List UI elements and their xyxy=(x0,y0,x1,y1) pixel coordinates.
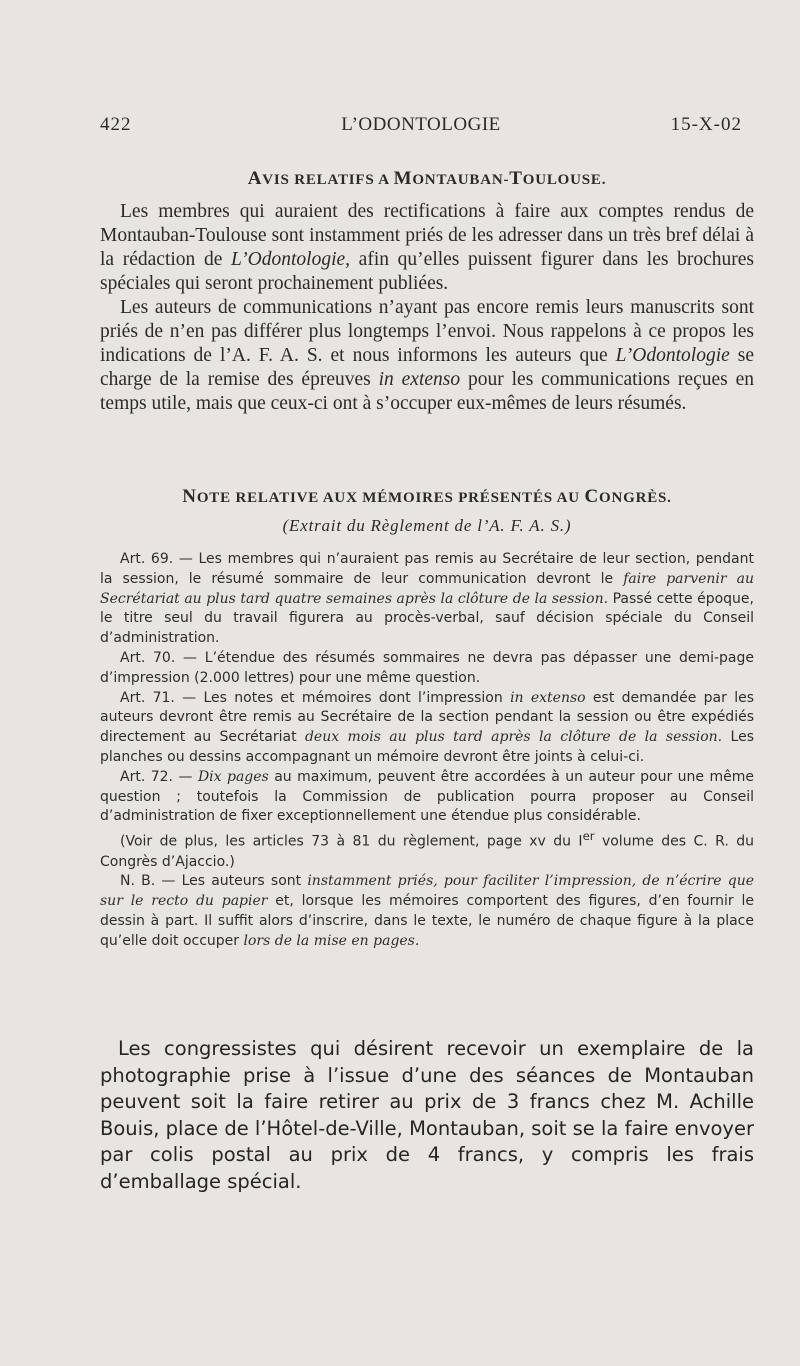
paragraph-photographie: Les congressistes qui désirent recevoir un exemplaire de la photographie prise à l’issue d’une des séances de Montauban peuvent soit la faire retirer au prix de 3 francs chez M. Achille Bouis, place de l’Hôtel-de-Ville, Montauban, soit se la faire envoyer par colis postal au prix de 4 francs, y compris les frais d’emballage spécial. xyxy=(100,1037,754,1193)
running-header xyxy=(100,114,742,144)
article-69: Art. 69. — Les membres qui n’auraient pas remis au Secrétaire de leur section, pendant la session, le résumé sommaire de leur communication devront le faire parvenir au Secrétariat au plus tard quatre semaines après la clôture de la session. Passé cette époque, le titre seul du travail figurera au procès-verbal, sauf décision spéciale du Conseil d’administration. xyxy=(100,551,754,647)
section-subheading: (Extrait du Règlement de l’A. F. A. S.) xyxy=(282,516,572,535)
section-note-memoires xyxy=(100,486,754,952)
paragraph-manuscrits: Les auteurs de communications n’ayant pas encore remis leurs manuscrits sont priés de n’en pas différer plus longtemps l’envoi. Nous rappelons à ce propos les indications de l’A. F. A. S. et nous informons les auteurs que L’Odontologie se charge de la remise des épreuves in extenso pour les communications reçues en temps utile, mais que ceux-ci ont à s’occuper eux-mêmes de leurs résumés. xyxy=(100,297,754,414)
voir-note: (Voir de plus, les articles 73 à 81 du règlement, page xv du Ier volume des C. R. du Congrès d’Ajaccio.) xyxy=(100,829,755,870)
section-heading-avis: AVIS RELATIFS A MONTAUBAN-TOULOUSE. xyxy=(247,168,607,189)
page-number: 422 xyxy=(100,114,132,135)
section-heading-note: NOTE RELATIVE AUX MÉMOIRES PRÉSENTÉS AU CONGRÈS. xyxy=(182,486,672,507)
nota-bene: N. B. — Les auteurs sont instamment priés, pour faciliter l’impression, de n’écrire que sur le recto du papier et, lorsque les mémoires comportent des figures, d’en fournir le dessin à part. Il suffit alors d’inscrire, dans le texte, le numéro de chaque figure à la place qu’elle doit occuper lors de la mise en pages. xyxy=(100,873,755,949)
article-70: Art. 70. — L’étendue des résumés sommaires ne devra pas dépasser une demi-page d’impression (2.000 lettres) pour une même question. xyxy=(100,649,754,686)
section-avis xyxy=(100,168,754,416)
issue-date: 15-X-02 xyxy=(670,114,742,135)
article-71: Art. 71. — Les notes et mémoires dont l’impression in extenso est demandée par les auteurs devront être remis au Secrétaire de la section pendant la session ou être expédiés directement au Secrétariat deux mois au plus tard après la clôture de la session. Les planches ou dessins accompagnant un mémoire devront être joints à celui-ci. xyxy=(100,689,755,765)
journal-title: L’ODONTOLOGIE xyxy=(341,114,501,135)
section-photographie xyxy=(100,1036,754,1195)
article-72: Art. 72. — Dix pages au maximum, peuvent être accordées à un auteur pour une même question ; toutefois la Commission de publication pourra proposer au Conseil d’administration de fixer exceptionnellement une étendue plus considérable. xyxy=(100,768,754,825)
paragraph-rectifications: Les membres qui auraient des rectifications à faire aux comptes rendus de Montauban-Toulouse sont instamment priés de les adresser dans un très bref délai à la rédaction de L’Odontologie, afin qu’elles puissent figurer dans les brochures spéciales qui seront prochainement publiées. xyxy=(100,201,754,294)
